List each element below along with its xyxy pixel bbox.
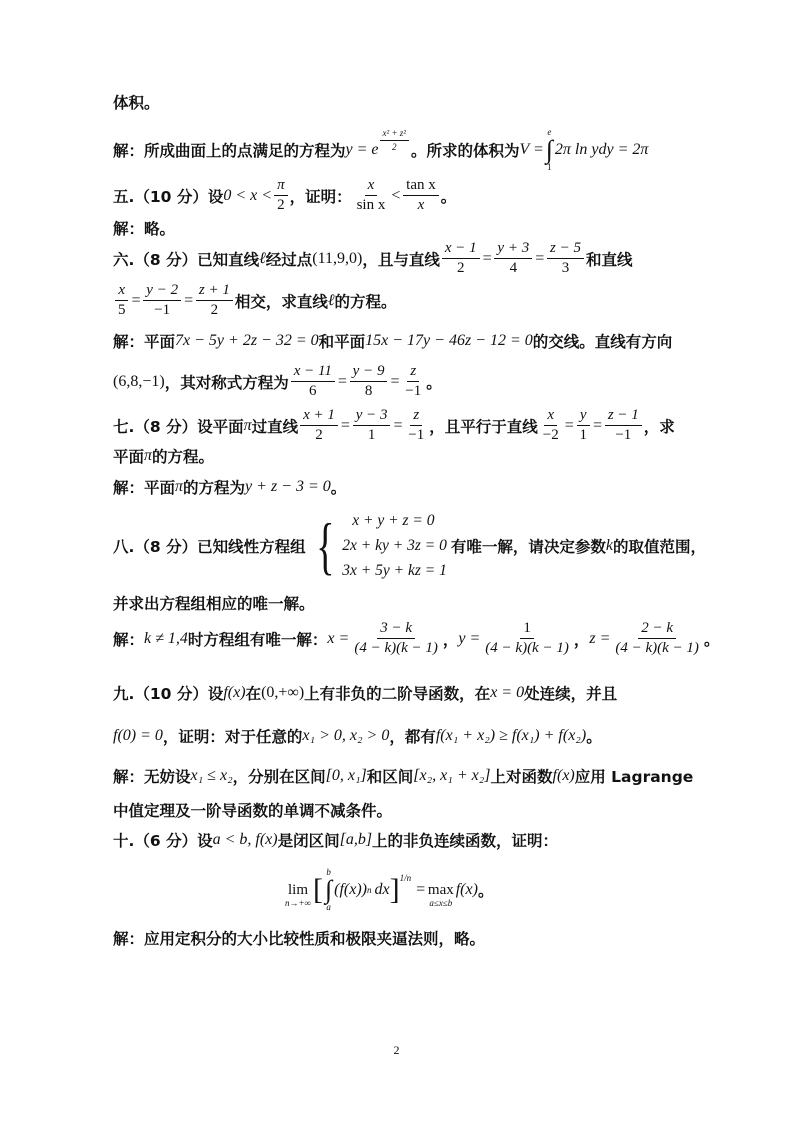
math: (11,9,0) bbox=[312, 249, 363, 267]
fraction: $\frac{\pi}{2}$ bbox=[274, 177, 288, 215]
problem-eight-cont: 并求出方程组相应的唯一解。 bbox=[113, 595, 315, 613]
max: max a≤x≤b bbox=[427, 882, 454, 908]
limit-equation: lim n→+∞ [ b ∫ a (f(x)) n dx ] 1/n = max a≤x≤b f(x) 。 bbox=[285, 867, 494, 912]
math: 15x − 17y − 46z − 12 = 0 bbox=[365, 332, 533, 349]
problem-ten: 十.（6 分）设 a < b, f(x) 是闭区间 [a,b] 上的非负连续函数，证明： bbox=[113, 831, 559, 850]
solution-line: 解：无妨设 x₁ ≤ x₂ ，分别在区间 [0, x₁] 和区间 [x₂, x₁ + x₂] 上对函数 f(x) 应用 Lagrange bbox=[113, 767, 694, 786]
text: 六.（8 分）已知直线 bbox=[113, 250, 260, 269]
solution-line: 解： k ≠ 1,4 时方程组有唯一解： x = $\frac{3 - k}{(4 - k)(k - 1)}$ ， y = $\frac{1}{(4 - k)(k - 1)}$ ， z = $\frac{2 - k}{(4 - k)(k - 1)}$ 。 bbox=[113, 620, 720, 657]
fraction: $\frac{z + 1}{2}$ bbox=[196, 282, 233, 320]
text: ，证明： bbox=[289, 187, 352, 206]
integral: e ∫ 1 bbox=[545, 127, 553, 172]
fraction: $\frac{x - 1}{2}$ bbox=[442, 240, 480, 278]
problem-seven: 七.（8 分）设平面 π 过直线 $\frac{x + 1}{2}$ = $\frac{y - 3}{1}$ = $\frac{z}{-1}$ ，且平行于直线 $\frac{x}{-2}$ = $\frac{y}{1}$ = $\frac{z - 1}{-1}$ ，求 bbox=[113, 407, 675, 444]
integral: b ∫ a bbox=[325, 867, 333, 912]
page-number: 2 bbox=[393, 1043, 400, 1057]
fraction: $\frac{z}{-1}$ bbox=[408, 407, 425, 444]
fraction: $\frac{x}{-2}$ bbox=[542, 407, 559, 444]
text: 解：所成曲面上的点满足的方程为 bbox=[113, 142, 346, 160]
solution-line bbox=[113, 128, 678, 172]
fraction: $\frac{z - 1}{-1}$ bbox=[605, 407, 642, 445]
fraction: $\frac{2 - k}{(4 - k)(k - 1)}$ bbox=[615, 620, 699, 657]
fraction: $\frac{z}{-1}$ bbox=[405, 363, 422, 400]
solution-line: 解：应用定积分的大小比较性质和极限夹逼法则，略。 bbox=[113, 930, 486, 948]
text: 体积。 bbox=[113, 94, 160, 112]
fraction: $\frac{y + 3}{4}$ bbox=[494, 240, 532, 278]
solution-line-cont: 中值定理及一阶导函数的单调不减条件。 bbox=[113, 802, 393, 820]
math: (6,8,−1) bbox=[113, 372, 165, 390]
problem-nine: 九.（10 分）设 f(x) 在 (0,+∞) 上有非负的二阶导函数，在 x = 0 处连续，并且 bbox=[113, 684, 618, 703]
math: y + z − 3 = 0 bbox=[245, 478, 331, 495]
fraction: $\frac{y - 3}{1}$ bbox=[353, 407, 391, 445]
text-line bbox=[113, 91, 678, 113]
problem-eight: 八.（8 分）已知线性方程组 { x + y + z = 0 2x + ky + 3z = 0 3x + 5y + kz = 1 有唯一解，请决定参数 k 的取值范围， bbox=[113, 508, 678, 583]
fraction: $\frac{1}{(4 - k)(k - 1)}$ bbox=[485, 620, 569, 657]
fraction: $\frac{y}{1}$ bbox=[577, 407, 591, 445]
problem-five: 五.（10 分）设 0 < x < $\frac{\pi}{2}$ ，证明： $\frac{x}{\text{sin x}}$ < $\frac{\text{tan x}}{x}$ 。 bbox=[113, 177, 457, 214]
fraction: $\frac{x + 1}{2}$ bbox=[300, 407, 338, 445]
text: 解：略。 bbox=[113, 220, 176, 238]
math: 7x − 5y + 2z − 32 = 0 bbox=[175, 332, 319, 349]
problem-seven-cont: 平面 π 的方程。 bbox=[113, 447, 215, 466]
math: 2π ln ydy = 2π bbox=[554, 141, 649, 158]
solution-line bbox=[113, 217, 678, 239]
math: k ≠ 1,4 bbox=[144, 629, 188, 647]
text: 。所求的体积为 bbox=[410, 142, 520, 160]
fraction: $\frac{\text{tan x}}{x}$ bbox=[403, 177, 439, 215]
equation-system: { x + y + z = 0 2x + ky + 3z = 0 3x + 5y + kz = 1 bbox=[315, 509, 447, 581]
solution-line: 解：平面 π 的方程为 y + z − 3 = 0 。 bbox=[113, 478, 347, 497]
math: 0 < x < bbox=[223, 186, 273, 204]
problem-six: 六.（8 分）已知直线 ℓ 经过点 (11,9,0) ，且与直线 $\frac{x - 1}{2}$ = $\frac{y + 3}{4}$ = $\frac{z - 5}{3}$ 和直线 bbox=[113, 240, 633, 277]
problem-six-cont: $\frac{x}{5}$ = $\frac{y - 2}{-1}$ = $\frac{z + 1}{2}$ 相交，求直线 ℓ 的方程。 bbox=[113, 282, 678, 320]
fraction: $\frac{y - 2}{-1}$ bbox=[143, 282, 181, 320]
solution-line: 解：平面 7x − 5y + 2z − 32 = 0 和平面 15x − 17y − 46z − 12 = 0 的交线。直线有方向 bbox=[113, 332, 673, 351]
fraction: $\frac{z - 5}{3}$ bbox=[547, 240, 584, 278]
math: V = bbox=[519, 141, 544, 158]
math: y = e bbox=[345, 141, 379, 158]
limit: lim n→+∞ bbox=[285, 882, 311, 908]
text: 五.（10 分）设 bbox=[113, 187, 224, 206]
fraction: $\frac{y - 9}{8}$ bbox=[350, 363, 388, 401]
solution-line-cont: (6,8,−1) ，其对称式方程为 $\frac{x - 11}{6}$ = $\frac{y - 9}{8}$ = $\frac{z}{-1}$ 。 bbox=[113, 363, 442, 400]
problem-nine-cont: f(0) = 0 ，证明：对于任意的 x₁ > 0, x₂ > 0 ，都有 f(x₁ + x₂) ≥ f(x₁) + f(x₂) 。 bbox=[113, 727, 602, 746]
fraction: $\frac{x}{5}$ bbox=[115, 282, 129, 320]
exponent-fraction: $\frac{\text{x² + z²}}{2}$ bbox=[380, 128, 409, 152]
fraction: $\frac{3 - k}{(4 - k)(k - 1)}$ bbox=[354, 620, 438, 657]
fraction: $\frac{x}{\text{sin x}}$ bbox=[356, 177, 386, 214]
fraction: $\frac{x - 11}{6}$ bbox=[291, 363, 335, 401]
